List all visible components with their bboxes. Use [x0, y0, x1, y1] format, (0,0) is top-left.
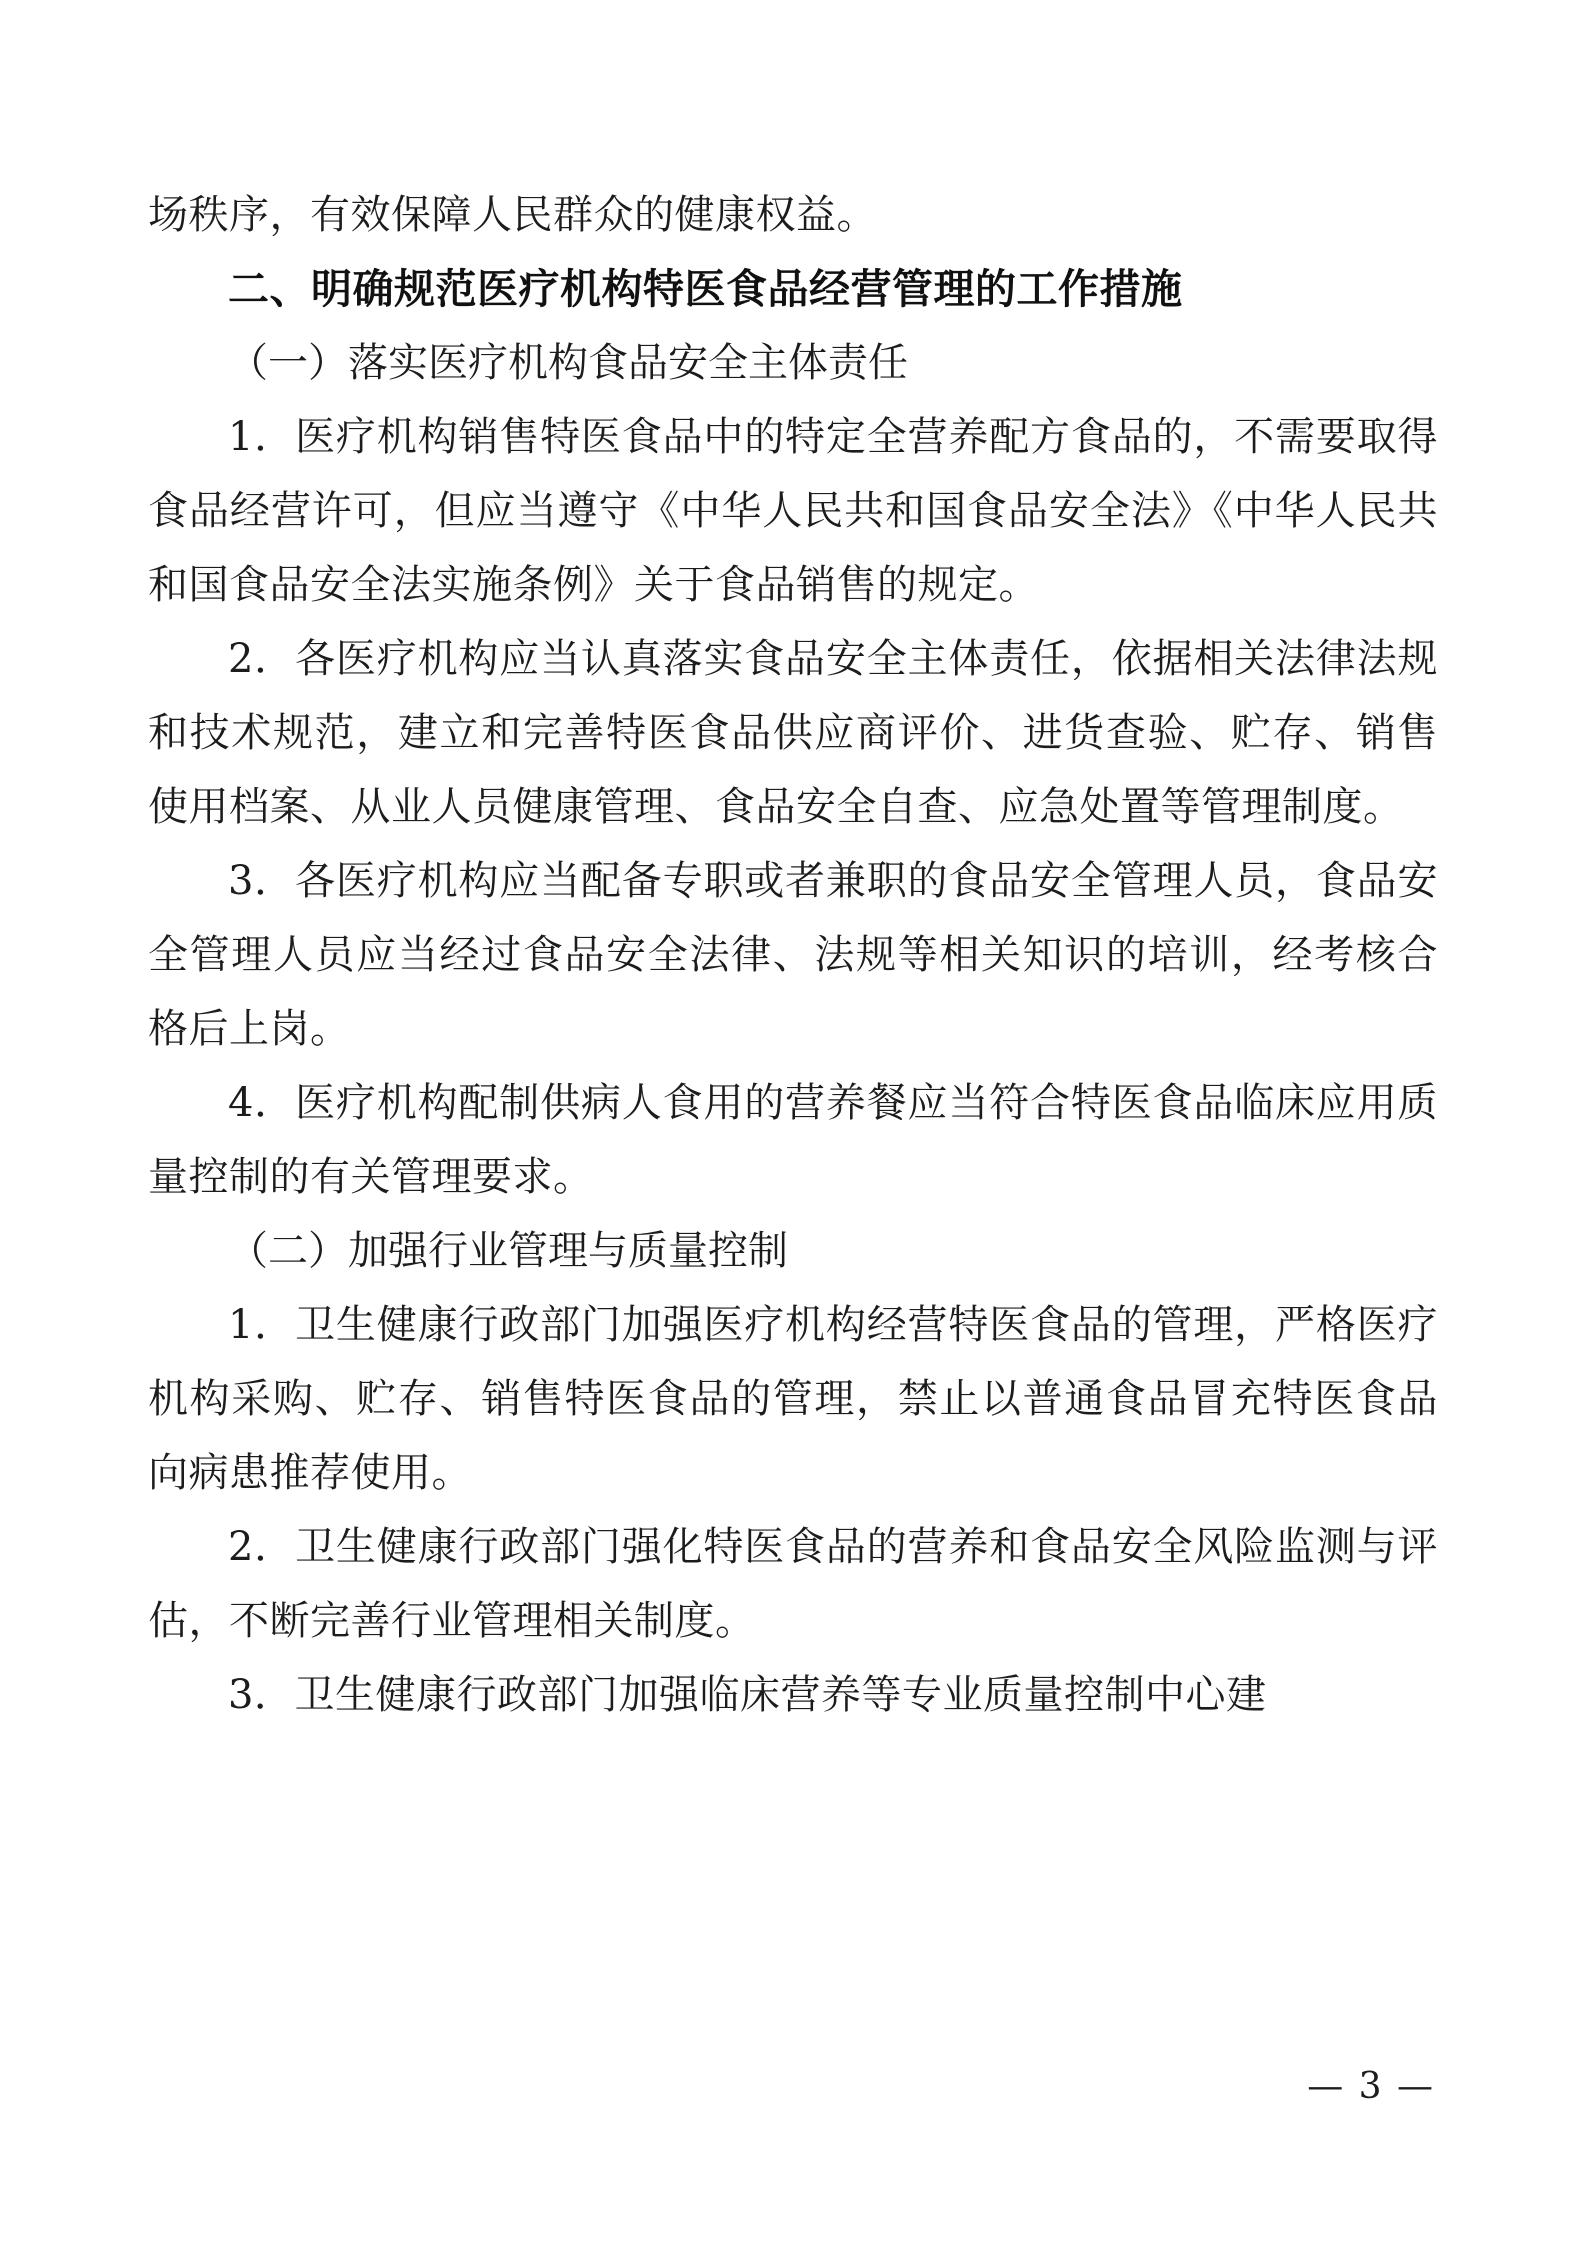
- paragraph-item-2-2: 2．卫生健康行政部门强化特医食品的营养和食品安全风险监测与评估，不断完善行业管理相关制度。: [148, 1524, 1438, 1644]
- paragraph-continued: 场秩序，有效保障人民群众的健康权益。: [148, 192, 877, 238]
- paragraph-item-2-1: 1．卫生健康行政部门加强医疗机构经营特医食品的管理，严格医疗机构采购、贮存、销售特医食品的管理，禁止以普通食品冒充特医食品向病患推荐使用。: [148, 1302, 1438, 1496]
- page-number: — 3 —: [1307, 2066, 1435, 2107]
- paragraph-item-2-3: 3．卫生健康行政部门加强临床营养等专业质量控制中心建: [228, 1672, 1267, 1718]
- section-heading-2: 二、明确规范医疗机构特医食品经营管理的工作措施: [228, 265, 1183, 313]
- subsection-heading-2: （二）加强行业管理与质量控制: [228, 1228, 788, 1274]
- paragraph-item-1-4: 4．医疗机构配制供病人食用的营养餐应当符合特医食品临床应用质量控制的有关管理要求。: [148, 1080, 1438, 1200]
- paragraph-item-1-3: 3．各医疗机构应当配备专职或者兼职的食品安全管理人员，食品安全管理人员应当经过食品安全法律、法规等相关知识的培训，经考核合格后上岗。: [148, 858, 1438, 1052]
- subsection-heading-1: （一）落实医疗机构食品安全主体责任: [228, 340, 908, 386]
- paragraph-item-1-2: 2．各医疗机构应当认真落实食品安全主体责任，依据相关法律法规和技术规范，建立和完善特医食品供应商评价、进货查验、贮存、销售使用档案、从业人员健康管理、食品安全自查、应急处置等管理制度。: [148, 636, 1438, 830]
- paragraph-item-1-1: 1．医疗机构销售特医食品中的特定全营养配方食品的，不需要取得食品经营许可，但应当遵守《中华人民共和国食品安全法》《中华人民共和国食品安全法实施条例》关于食品销售的规定。: [148, 414, 1438, 608]
- document-body: [148, 178, 1438, 1732]
